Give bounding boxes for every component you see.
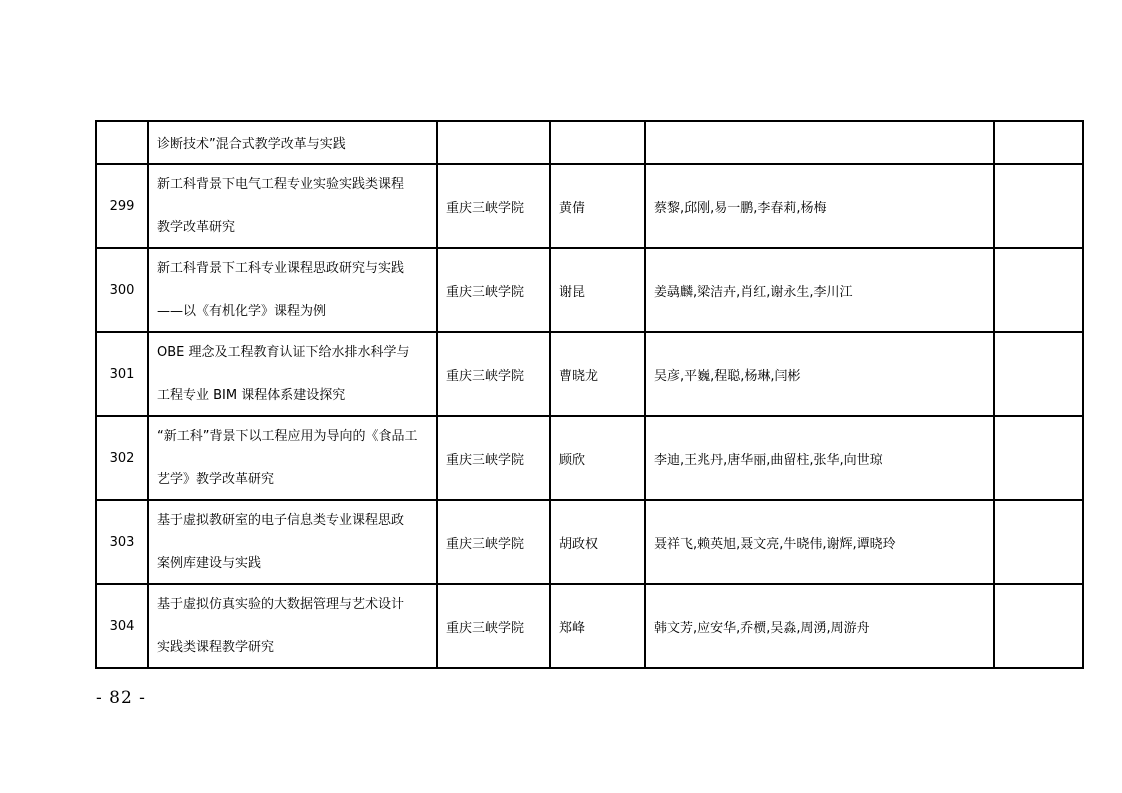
table-row xyxy=(96,416,1083,500)
leader-cell: 黄倩 xyxy=(550,164,645,248)
members-cell: 吴彦,平巍,程聪,杨琳,闫彬 xyxy=(645,332,994,416)
remark-cell xyxy=(994,121,1083,164)
institution-cell xyxy=(437,121,550,164)
table-row-continued xyxy=(96,121,1083,164)
institution-cell: 重庆三峡学院 xyxy=(437,584,550,668)
institution-cell: 重庆三峡学院 xyxy=(437,248,550,332)
project-title-line: 基于虚拟仿真实验的大数据管理与艺术设计 xyxy=(157,597,405,612)
table-row xyxy=(96,500,1083,584)
project-title-cell xyxy=(148,164,437,248)
members-cell: 聂祥飞,赖英旭,聂文亮,牛晓伟,谢辉,谭晓玲 xyxy=(645,500,994,584)
project-title-cell xyxy=(148,500,437,584)
project-title-line: ——以《有机化学》课程为例 xyxy=(157,304,327,319)
table-row xyxy=(96,584,1083,668)
project-title-line: 新工科背景下电气工程专业实验实践类课程 xyxy=(157,177,405,192)
number-cell: 300 xyxy=(96,248,148,332)
project-title-line: 教学改革研究 xyxy=(157,220,236,235)
project-title-line: 案例库建设与实践 xyxy=(157,556,262,571)
members-cell: 李迪,王兆丹,唐华丽,曲留柱,张华,向世琼 xyxy=(645,416,994,500)
leader-cell: 郑峰 xyxy=(550,584,645,668)
institution-cell: 重庆三峡学院 xyxy=(437,416,550,500)
project-title-cell: 诊断技术”混合式教学改革与实践 xyxy=(148,121,437,164)
project-title-cell xyxy=(148,332,437,416)
leader-cell: 顾欣 xyxy=(550,416,645,500)
project-title-line: 艺学》教学改革研究 xyxy=(157,472,275,487)
project-title-line: OBE 理念及工程教育认证下给水排水科学与 xyxy=(157,345,410,360)
leader-cell: 胡政权 xyxy=(550,500,645,584)
remark-cell xyxy=(994,164,1083,248)
remark-cell xyxy=(994,332,1083,416)
number-cell: 302 xyxy=(96,416,148,500)
project-title-line: 新工科背景下工科专业课程思政研究与实践 xyxy=(157,261,405,276)
number-cell: 304 xyxy=(96,584,148,668)
members-cell: 姜骉麟,梁洁卉,肖红,谢永生,李川江 xyxy=(645,248,994,332)
members-cell: 韩文芳,应安华,乔槚,吴淼,周湧,周游舟 xyxy=(645,584,994,668)
institution-cell: 重庆三峡学院 xyxy=(437,500,550,584)
institution-cell: 重庆三峡学院 xyxy=(437,164,550,248)
project-list-table xyxy=(95,120,1084,669)
project-title-line: 工程专业 BIM 课程体系建设探究 xyxy=(157,388,346,403)
institution-cell: 重庆三峡学院 xyxy=(437,332,550,416)
leader-cell: 曹晓龙 xyxy=(550,332,645,416)
table-row xyxy=(96,248,1083,332)
project-title-line: 基于虚拟教研室的电子信息类专业课程思政 xyxy=(157,513,405,528)
members-cell xyxy=(645,121,994,164)
remark-cell xyxy=(994,416,1083,500)
leader-cell: 谢昆 xyxy=(550,248,645,332)
members-cell: 蔡黎,邱刚,易一鹏,李春莉,杨梅 xyxy=(645,164,994,248)
table-row xyxy=(96,164,1083,248)
number-cell xyxy=(96,121,148,164)
table-row xyxy=(96,332,1083,416)
number-cell: 301 xyxy=(96,332,148,416)
remark-cell xyxy=(994,500,1083,584)
project-title-line: 实践类课程教学研究 xyxy=(157,640,275,655)
number-cell: 299 xyxy=(96,164,148,248)
project-title-cell xyxy=(148,248,437,332)
project-title-cell xyxy=(148,584,437,668)
project-title-cell xyxy=(148,416,437,500)
number-cell: 303 xyxy=(96,500,148,584)
remark-cell xyxy=(994,584,1083,668)
remark-cell xyxy=(994,248,1083,332)
leader-cell xyxy=(550,121,645,164)
project-title-line: “新工科”背景下以工程应用为导向的《食品工 xyxy=(157,429,418,444)
page-number: - 82 - xyxy=(96,688,146,708)
